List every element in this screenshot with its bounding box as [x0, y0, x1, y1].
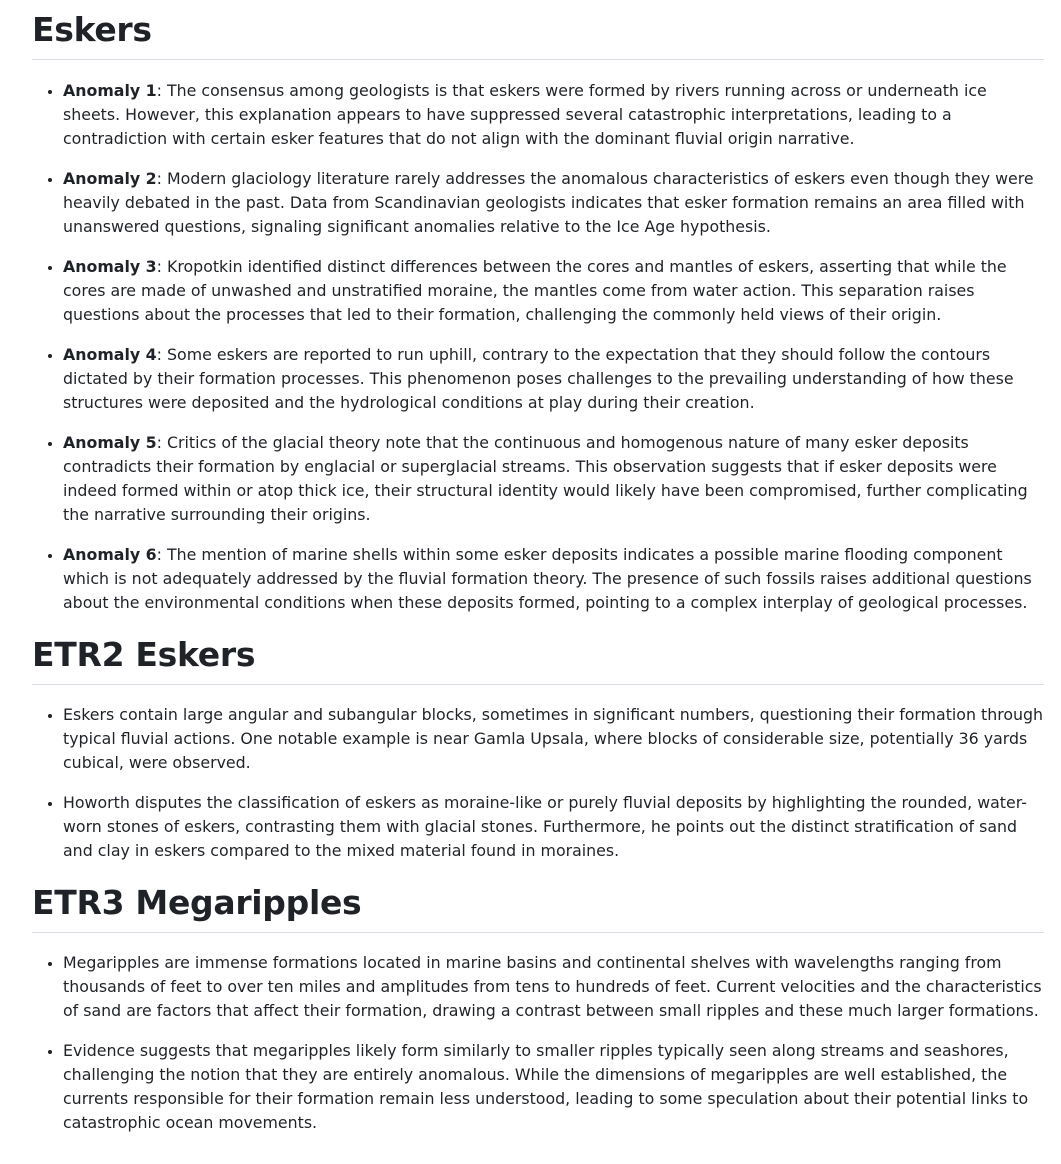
section-heading-eskers: Eskers	[32, 0, 1044, 60]
list-item	[63, 79, 1044, 151]
item-label: Anomaly 5	[63, 433, 157, 452]
item-label: Anomaly 3	[63, 257, 157, 276]
item-text: : The consensus among geologists is that eskers were formed by rivers running across or underneath ice sheets. However, this explanation appears to have suppressed several catastrophic interpretations, leading to a contradiction with certain esker features that do not align with the dominant fluvial origin narrative.	[63, 81, 987, 148]
list-item	[63, 343, 1044, 415]
section-heading-etr2-eskers: ETR2 Eskers	[32, 635, 1044, 685]
list-item: • Eskers contain large angular and subangular blocks, sometimes in significant numbers, questioning their formation through typical fluvial actions. One notable example is near Gamla Upsala, where blocks of considerable size, potentially 36 yards cubical, were observed.	[63, 703, 1044, 775]
list-item	[63, 431, 1044, 527]
list-item	[63, 167, 1044, 239]
list-item	[63, 255, 1044, 327]
section-heading-etr3-megaripples: ETR3 Megaripples	[32, 883, 1044, 933]
etr2-eskers-list	[32, 703, 1044, 863]
item-label: Anomaly 1	[63, 81, 157, 100]
item-text: : Critics of the glacial theory note that the continuous and homogenous nature of many esker deposits contradicts their formation by englacial or superglacial streams. This observation suggests that if esker deposits were indeed formed within or atop thick ice, their structural identity would likely have been compromised, further complicating the narrative surrounding their origins.	[63, 433, 1028, 524]
item-text: : Some eskers are reported to run uphill, contrary to the expectation that they should follow the contours dictated by their formation processes. This phenomenon poses challenges to the prevailing understanding of how these structures were deposited and the hydrological conditions at play during their creation.	[63, 345, 1014, 412]
item-label: Anomaly 4	[63, 345, 157, 364]
eskers-anomaly-list	[32, 79, 1044, 615]
etr3-megaripples-list	[32, 951, 1044, 1135]
list-item: • Megaripples are immense formations located in marine basins and continental shelves with wavelengths ranging from thousands of feet to over ten miles and amplitudes from tens to hundreds of feet. Current velocities and the characteristics of sand are factors that affect their formation, drawing a contrast between small ripples and these much larger formations.	[63, 951, 1044, 1023]
list-item: • Evidence suggests that megaripples likely form similarly to smaller ripples typically seen along streams and seashores, challenging the notion that they are entirely anomalous. While the dimensions of megaripples are well established, the currents responsible for their formation remain less understood, leading to some speculation about their potential links to catastrophic ocean movements.	[63, 1039, 1044, 1135]
item-text: : The mention of marine shells within some esker deposits indicates a possible marine flooding component which is not adequately addressed by the fluvial formation theory. The presence of such fossils raises additional questions about the environmental conditions when these deposits formed, pointing to a complex interplay of geological processes.	[63, 545, 1032, 612]
item-label: Anomaly 6	[63, 545, 157, 564]
item-text: : Modern glaciology literature rarely addresses the anomalous characteristics of eskers even though they were heavily debated in the past. Data from Scandinavian geologists indicates that esker formation remains an area filled with unanswered questions, signaling significant anomalies relative to the Ice Age hypothesis.	[63, 169, 1034, 236]
item-label: Anomaly 2	[63, 169, 157, 188]
item-text: : Kropotkin identified distinct differences between the cores and mantles of eskers, asserting that while the cores are made of unwashed and unstratified moraine, the mantles come from water action. This separation raises questions about the processes that led to their formation, challenging the commonly held views of their origin.	[63, 257, 1007, 324]
list-item	[63, 543, 1044, 615]
list-item: • Howorth disputes the classification of eskers as moraine-like or purely fluvial deposits by highlighting the rounded, water-worn stones of eskers, contrasting them with glacial stones. Furthermore, he points out the distinct stratification of sand and clay in eskers compared to the mixed material found in moraines.	[63, 791, 1044, 863]
